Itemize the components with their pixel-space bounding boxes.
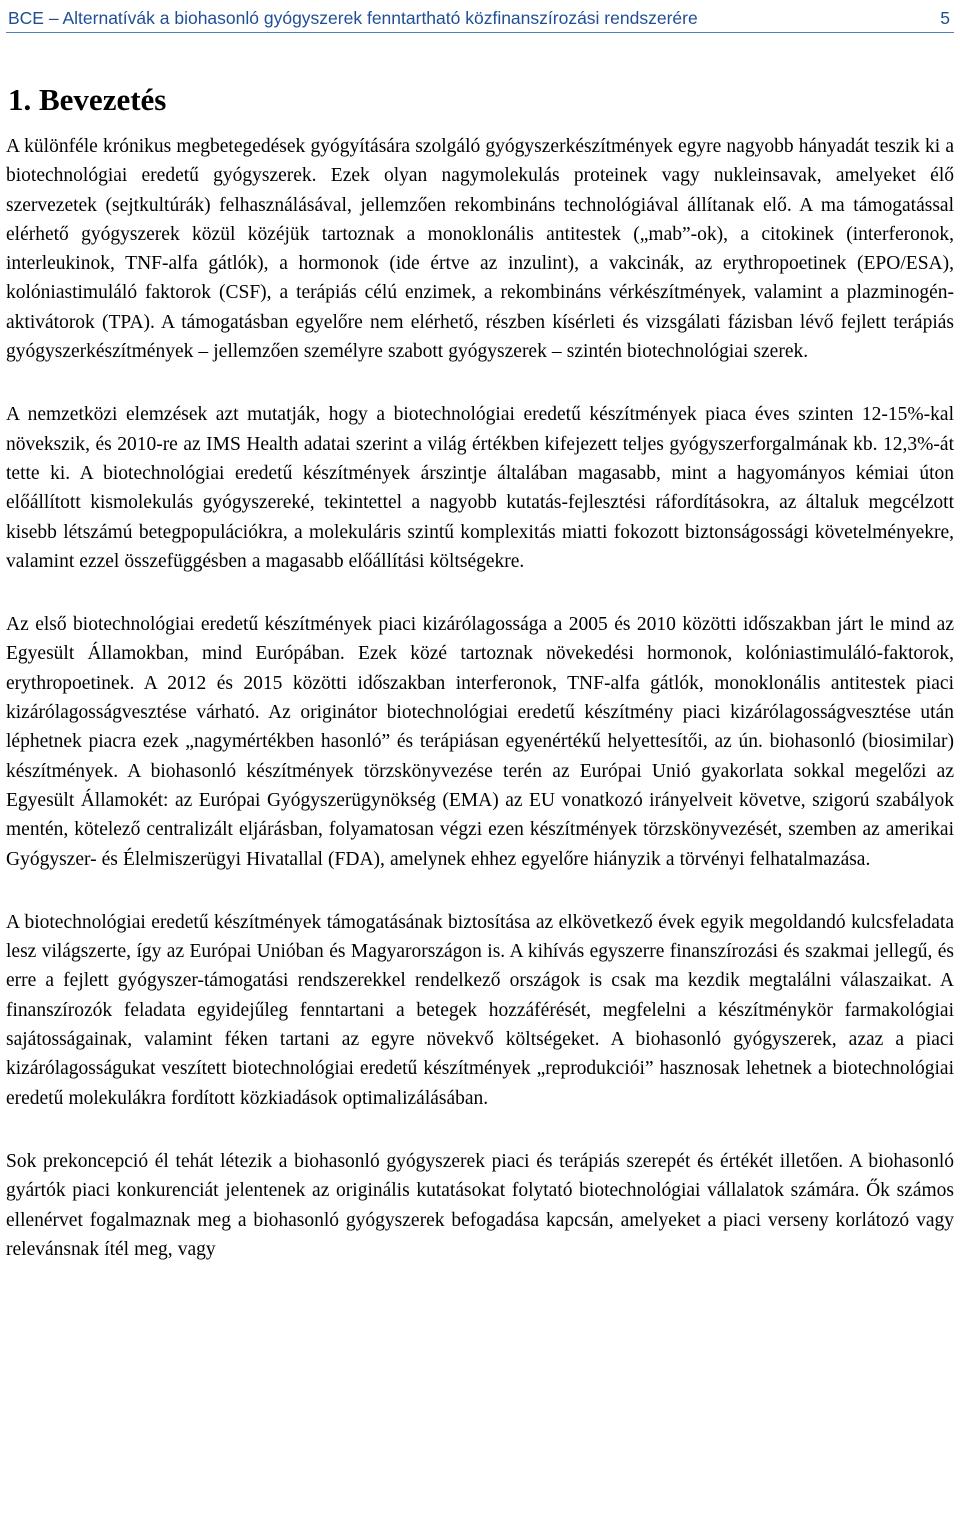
paragraph-3: Az első biotechnológiai eredetű készítmények piaci kizárólagossága a 2005 és 2010 közötti időszakban járt le mind az Egyesült Államokban, mind Európában. Ezek közé tartoznak növekedési hormonok, kolóniastimuláló-faktorok, erythropoetinek. A 2012 és 2015 közötti időszakban interferonok, TNF-alfa gátlók, monoklonális antitestek piaci kizárólagosságvesztése várható. Az originátor biotechnológiai eredetű készítmény piaci kizárólagosságvesztése után léphetnek piacra ezek „nagymértékben hasonló” és terápiásan egyenértékű helyettesítői, az ún. biohasonló (biosimilar) készítmények. A biohasonló készítmények törzskönyvezése terén az Európai Unió gyakorlata sokkal megelőzi az Egyesült Államokét: az Európai Gyógyszerügynökség (EMA) az EU vonatkozó irányelveit követve, szigorú szabályok mentén, kötelező centralizált eljárásban, folyamatosan végzi ezen készítmények törzskönyvezését, szemben az amerikai Gyógyszer- és Élelmiszerügyi Hivatallal (FDA), amelynek ehhez egyelőre hiányzik a törvényi felhatalmazása. bbox=[6, 614, 954, 870]
paragraph-5: Sok prekoncepció él tehát létezik a biohasonló gyógyszerek piaci és terápiás szerepét és értékét illetően. A biohasonló gyártók piaci konkurenciát jelentenek az originális kutatásokat folytató biotechnológiai vállalatok számára. Ők számos ellenérvet fogalmaznak meg a biohasonló gyógyszerek befogadása kapcsán, amelyeket a piaci verseny korlátozó vagy relevánsnak ítél meg, vagy bbox=[6, 1150, 954, 1260]
page-body bbox=[6, 78, 954, 1264]
header-document-title: BCE – Alternatívák a biohasonló gyógyszerek fenntartható közfinanszírozási rendszerére bbox=[8, 8, 698, 28]
paragraph-4: A biotechnológiai eredetű készítmények támogatásának biztosítása az elkövetkező évek egyik megoldandó kulcsfeladata lesz világszerte, így az Európai Unióban és Magyarországon is. A kihívás egyszerre finanszírozási és szakmai jellegű, és erre a fejlett gyógyszer-támogatási rendszerekkel rendelkező országok is csak ma kezdik megtalálni válaszaikat. A finanszírozók feladata egyidejűleg fenntartani a betegek hozzáférését, megfelelni a készítménykör farmakológiai sajátosságainak, valamint féken tartani az egyre növekvő költségeket. A biohasonló gyógyszerek, azaz a piaci kizárólagosságukat veszített biotechnológiai eredetű készítmények „reprodukciói” hasznosak lehetnek a biotechnológiai eredetű molekulákra fordított közkiadások optimalizálásában. bbox=[6, 911, 954, 1109]
paragraph-1: A különféle krónikus megbetegedések gyógyítására szolgáló gyógyszerkészítmények egyre nagyobb hányadát teszik ki a biotechnológiai eredetű gyógyszerek. Ezek olyan nagymolekulás proteinek vagy nukleinsavak, amelyeket élő szervezetek (sejtkultúrák) felhasználásával, jellemzően rekombináns technológiával állítanak elő. A ma támogatással elérhető gyógyszerek közül közéjük tartoznak a monoklonális antitestek („mab”-ok), a citokinek (interferonok, interleukinok, TNF-alfa gátlók), a hormonok (ide értve az inzulint), a vakcinák, az erythropoetinek (EPO/ESA), kolóniastimuláló faktorok (CSF), a terápiás célú enzimek, a rekombináns vérkészítmények, valamint a plazminogén-aktivátorok (TPA). A támogatásban egyelőre nem elérhető, részben kísérleti és vizsgálati fázisban lévő fejlett terápiás gyógyszerkészítmények – jellemzően személyre szabott gyógyszerek – szintén biotechnológiai szerek. bbox=[6, 136, 954, 363]
running-header bbox=[6, 4, 954, 33]
paragraph-2: A nemzetközi elemzések azt mutatják, hogy a biotechnológiai eredetű készítmények piaca éves szinten 12-15%-kal növekszik, és 2010-re az IMS Health adatai szerint a világ értékben kifejezett teljes gyógyszerforgalmának kb. 12,3%-át tette ki. A biotechnológiai eredetű készítmények árszintje általában magasabb, mint a hagyományos kémiai úton előállított kismolekulás gyógyszereké, tekintettel a nagyobb kutatás-fejlesztési ráfordításokra, az általuk megcélzott kisebb létszámú betegpopulációkra, a molekuláris szintű komplexitás miatti fokozott biztonságossági követelményekre, valamint ezzel összefüggésben a magasabb előállítási költségekre. bbox=[6, 404, 954, 572]
header-page-number: 5 bbox=[940, 8, 950, 28]
section-title: 1. Bevezetés bbox=[8, 82, 167, 117]
